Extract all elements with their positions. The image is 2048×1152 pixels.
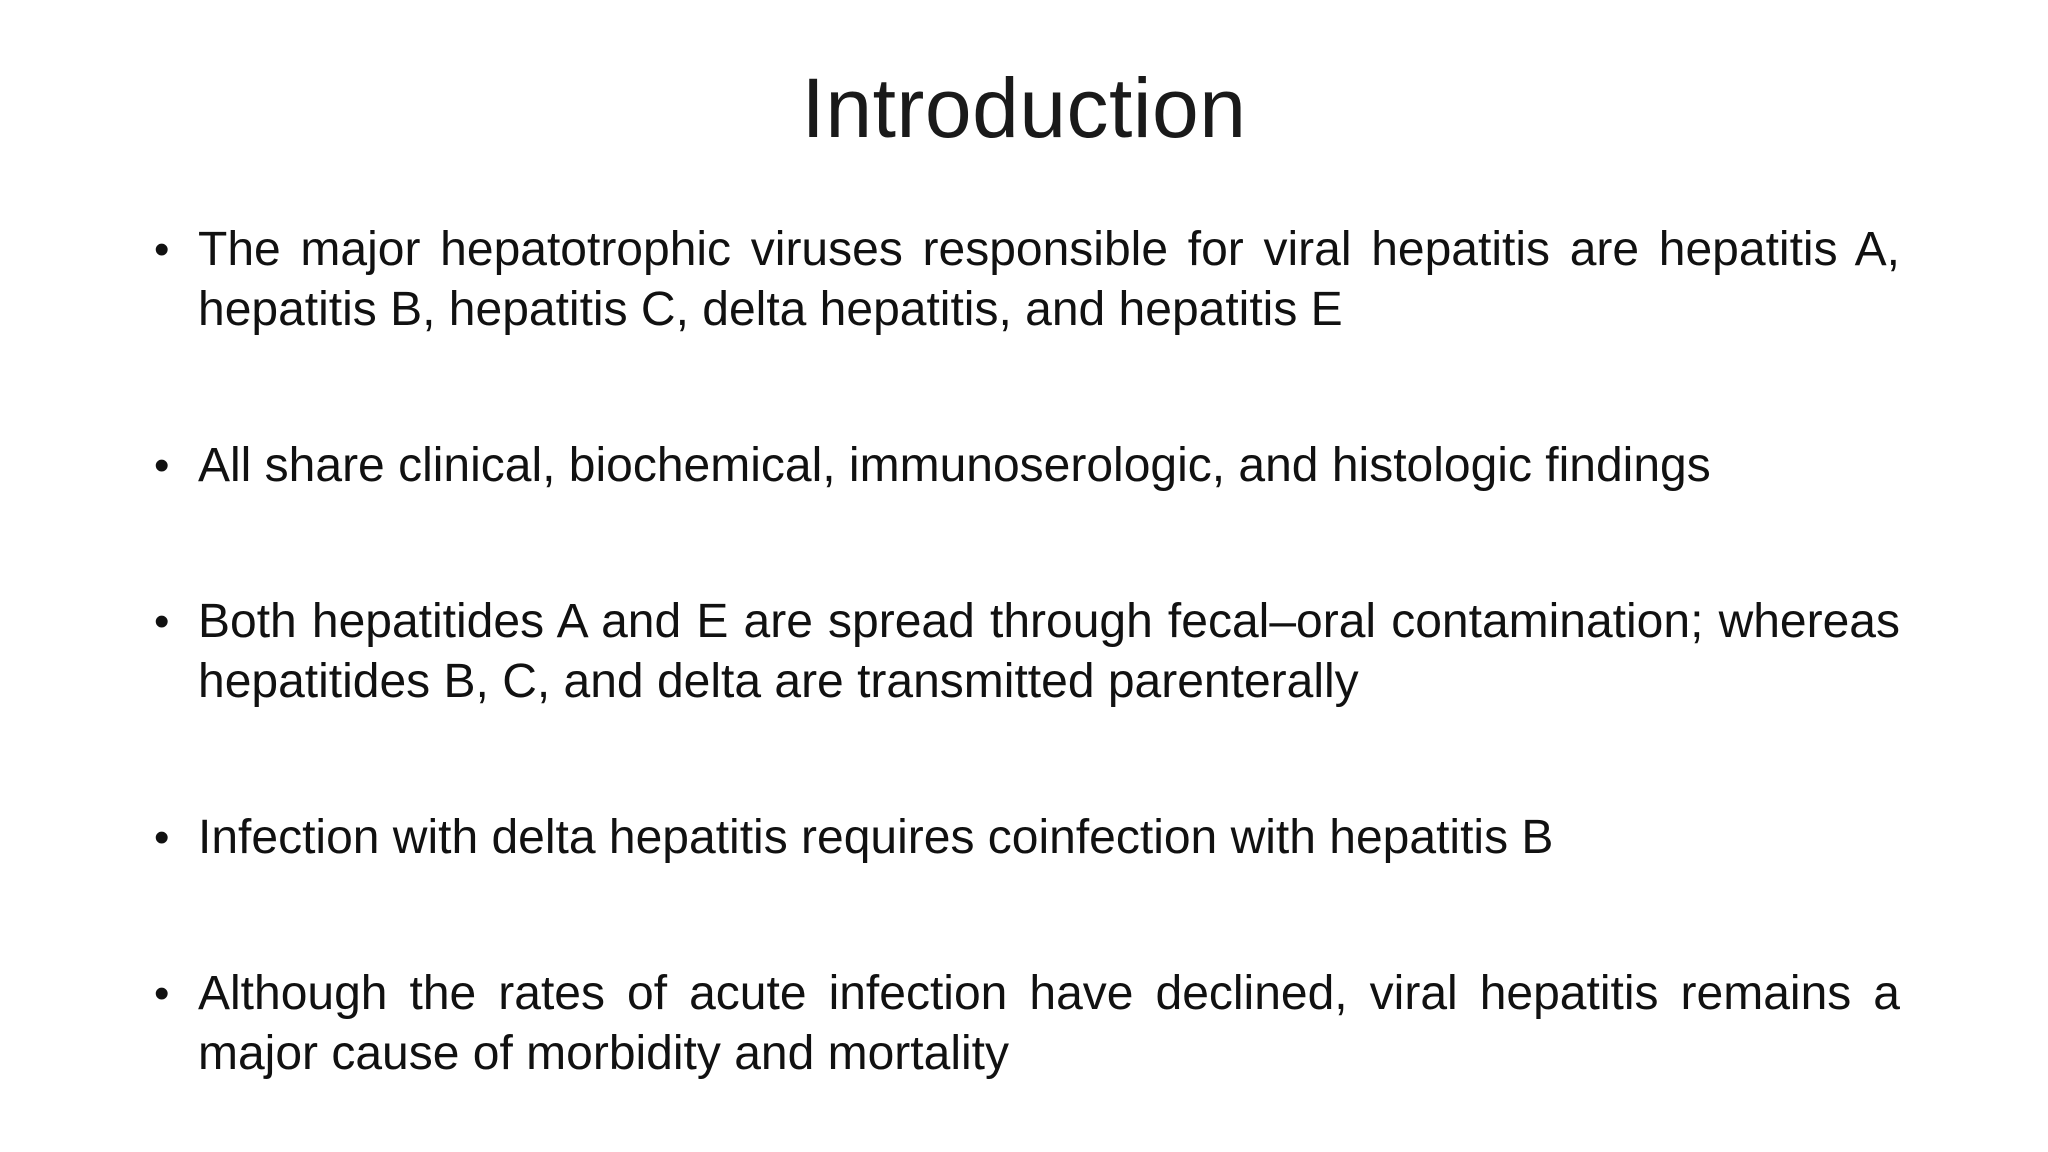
bullet-text: The major hepatotrophic viruses responsible for viral hepatitis are hepatitis A, hepatitis B, hepatitis C, delta hepatitis, and hepatitis E bbox=[198, 223, 1900, 336]
bullet-text: All share clinical, biochemical, immunoserologic, and histologic findings bbox=[198, 439, 1711, 492]
bullet-text: Infection with delta hepatitis requires coinfection with hepatitis B bbox=[198, 811, 1554, 864]
bullet-point-icon: • bbox=[154, 225, 170, 274]
bullet-point-icon: • bbox=[154, 441, 170, 490]
bullet-point-icon: • bbox=[154, 597, 170, 646]
bullet-list bbox=[150, 220, 1900, 1084]
bullet-point-icon: • bbox=[154, 813, 170, 862]
bullet-point-icon: • bbox=[154, 969, 170, 1018]
bullet-text: Although the rates of acute infection have declined, viral hepatitis remains a major cause of morbidity and mortality bbox=[198, 967, 1900, 1080]
bullet-text: Both hepatitides A and E are spread through fecal–oral contamination; whereas hepatitides B, C, and delta are transmitted parenterally bbox=[198, 595, 1900, 708]
bullet-item bbox=[150, 808, 1900, 868]
slide-title: Introduction bbox=[801, 61, 1247, 155]
bullet-item bbox=[150, 220, 1900, 340]
bullet-item bbox=[150, 592, 1900, 712]
bullet-item bbox=[150, 436, 1900, 496]
bullet-item bbox=[150, 964, 1900, 1084]
